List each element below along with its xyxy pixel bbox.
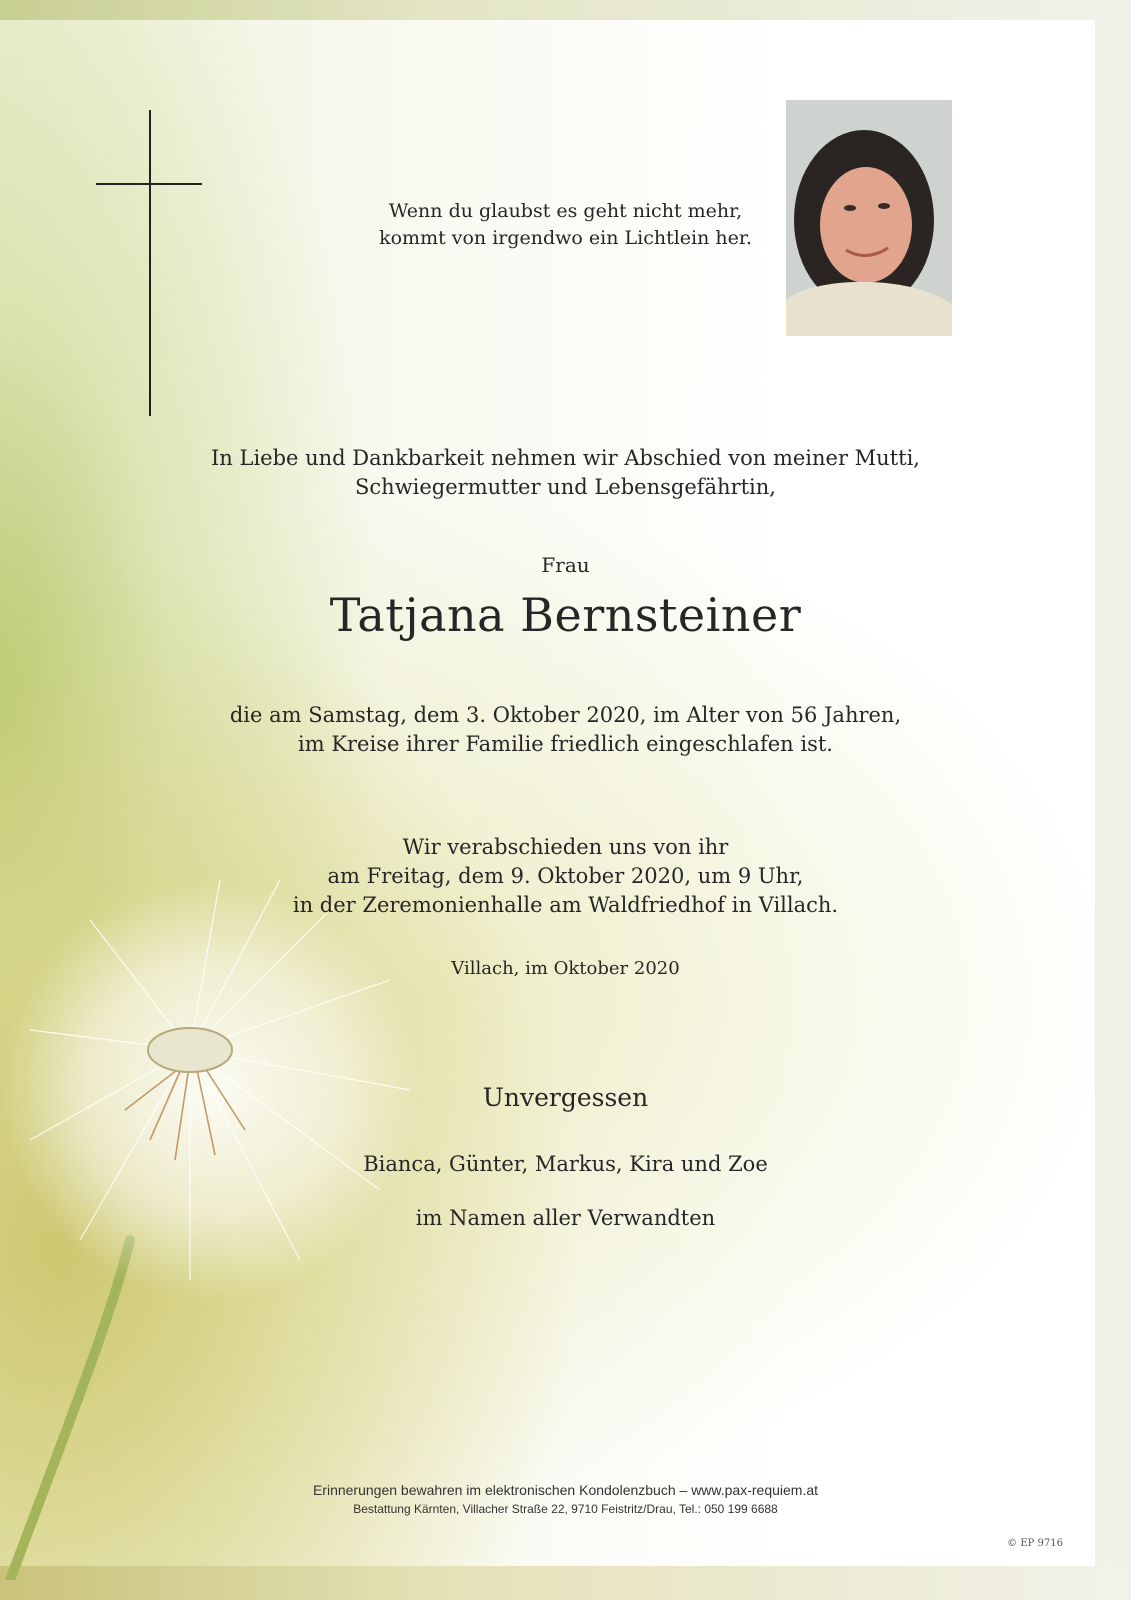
intro-line: Schwiegermutter und Lebensgefährtin,	[355, 475, 776, 499]
place-date: Villach, im Oktober 2020	[451, 958, 680, 979]
intro-line: In Liebe und Dankbarkeit nehmen wir Abschied von meiner Mutti,	[211, 446, 920, 470]
cross-vertical-bar	[149, 110, 151, 416]
death-line: die am Samstag, dem 3. Oktober 2020, im Alter von 56 Jahren,	[229, 703, 902, 727]
salutation: Frau	[541, 553, 590, 577]
motto: Unvergessen	[482, 1083, 649, 1112]
death-line: im Kreise ihrer Familie friedlich eingeschlafen ist.	[298, 732, 833, 756]
funeral-line: in der Zeremonienhalle am Waldfriedhof in Villach.	[292, 893, 839, 917]
death-notice	[0, 701, 1131, 759]
funeral-line: Wir verabschieden uns von ihr	[402, 835, 729, 859]
mourners-list: Bianca, Günter, Markus, Kira und Zoe	[363, 1152, 768, 1176]
quote-line: Wenn du glaubst es geht nicht mehr,	[388, 200, 743, 222]
cross-horizontal-bar	[96, 183, 202, 185]
funeral-line: am Freitag, dem 9. Oktober 2020, um 9 Uhr,	[327, 864, 804, 888]
scan-edge-top	[0, 0, 1131, 20]
print-code: © EP 9716	[1007, 1538, 1063, 1549]
footer-condolence-link[interactable]: Erinnerungen bewahren im elektronischen Kondolenzbuch – www.pax-requiem.at	[312, 1482, 819, 1498]
quote-line: kommt von irgendwo ein Lichtlein her.	[379, 227, 752, 249]
relatives-note: im Namen aller Verwandten	[415, 1206, 716, 1230]
intro-text	[0, 444, 1131, 502]
funeral-details	[0, 833, 1131, 920]
footer-address: Bestattung Kärnten, Villacher Straße 22, 9710 Feistritz/Drau, Tel.: 050 199 6688	[353, 1502, 778, 1516]
deceased-name: Tatjana Bernsteiner	[329, 588, 802, 642]
quote-block	[0, 198, 1131, 252]
